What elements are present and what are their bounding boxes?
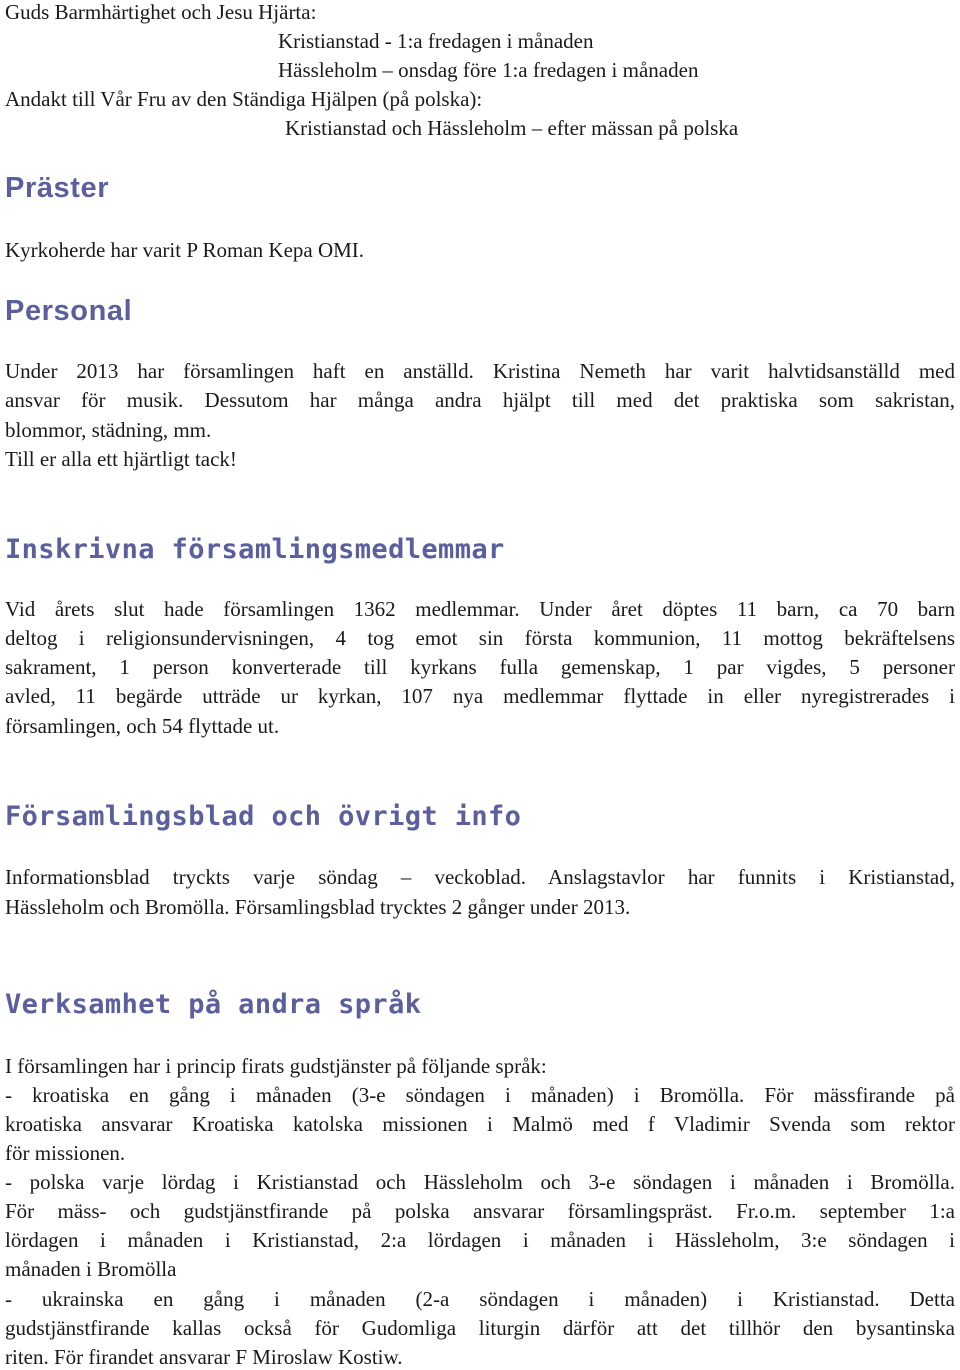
personal-line-3: blommor, städning, mm. — [5, 418, 212, 442]
prast-line-1: Kyrkoherde har varit P Roman Kepa OMI. — [5, 238, 365, 262]
intro-line-5: Kristianstad och Hässleholm – efter mässan på polska — [285, 116, 739, 140]
intro-line-4: Andakt till Vår Fru av den Ständiga Hjälpen (på polska): — [5, 87, 483, 111]
heading-info: Församlingsblad och övrigt info — [5, 801, 522, 832]
personal-line-2: ansvar för musik. Dessutom har många andra hjälpt till med det praktiska som sakristan, — [5, 388, 955, 412]
heading-personal: Personal — [5, 295, 133, 327]
heading-prast: Präster — [5, 172, 110, 204]
languages-line-7: lördagen i månaden i Kristianstad, 2:a lördagen i månaden i Hässleholm, 3:e söndagen i — [5, 1228, 955, 1252]
intro-line-1: Guds Barmhärtighet och Jesu Hjärta: — [5, 0, 317, 24]
languages-line-3: kroatiska ansvarar Kroatiska katolska missionen i Malmö med f Vladimir Svenda som rektor — [5, 1112, 955, 1136]
languages-line-1: I församlingen har i princip firats gudstjänster på följande språk: — [5, 1054, 547, 1078]
intro-line-3: Hässleholm – onsdag före 1:a fredagen i månaden — [278, 58, 699, 82]
languages-line-4: för missionen. — [5, 1141, 126, 1165]
heading-languages: Verksamhet på andra språk — [5, 989, 422, 1020]
intro-line-2: Kristianstad - 1:a fredagen i månaden — [278, 29, 594, 53]
languages-line-8: månaden i Bromölla — [5, 1257, 177, 1281]
languages-line-5: - polska varje lördag i Kristianstad och Hässleholm och 3-e söndagen i månaden i Bromölla. — [5, 1170, 955, 1194]
members-line-4: avled, 11 begärde utträde ur kyrkan, 107 nya medlemmar flyttade in eller nyregistrerades i — [5, 684, 955, 708]
languages-line-2: - kroatiska en gång i månaden (3-e söndagen i månaden) i Bromölla. För mässfirande på — [5, 1083, 955, 1107]
personal-line-1: Under 2013 har församlingen haft en anställd. Kristina Nemeth har varit halvtidsanställd med — [5, 359, 955, 383]
personal-line-4: Till er alla ett hjärtligt tack! — [5, 447, 237, 471]
heading-members: Inskrivna församlingsmedlemmar — [5, 534, 505, 565]
info-line-2: Hässleholm och Bromölla. Församlingsblad trycktes 2 gånger under 2013. — [5, 895, 631, 919]
members-line-5: församlingen, och 54 flyttade ut. — [5, 714, 280, 738]
members-line-3: sakrament, 1 person konverterade till kyrkans fulla gemenskap, 1 par vigdes, 5 personer — [5, 655, 955, 679]
languages-line-11: riten. För firandet ansvarar F Miroslaw Kostiw. — [5, 1345, 403, 1369]
languages-line-10: gudstjänstfirande kallas också för Gudomliga liturgin därför att det tillhör den bysantinska — [5, 1316, 955, 1340]
languages-line-9: - ukrainska en gång i månaden (2-a söndagen i månaden) i Kristianstad. Detta — [5, 1287, 955, 1311]
members-line-2: deltog i religionsundervisningen, 4 tog emot sin första kommunion, 11 mottog bekräftelsens — [5, 626, 955, 650]
members-line-1: Vid årets slut hade församlingen 1362 medlemmar. Under året döptes 11 barn, ca 70 barn — [5, 597, 955, 621]
languages-line-6: För mäss- och gudstjänstfirande på polska ansvarar församlingspräst. Fr.o.m. september 1:a — [5, 1199, 955, 1223]
info-line-1: Informationsblad tryckts varje söndag – veckoblad. Anslagstavlor har funnits i Kristianstad, — [5, 865, 955, 889]
